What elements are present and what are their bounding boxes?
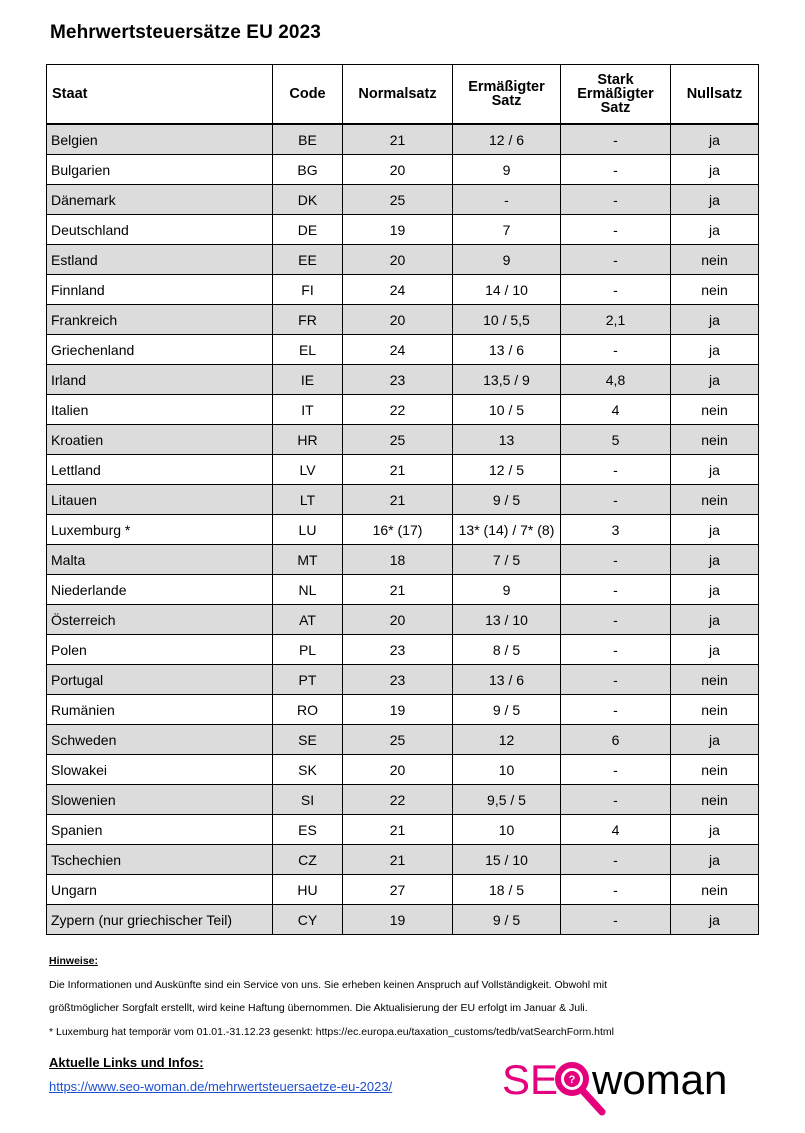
table-header-row	[47, 65, 759, 125]
cell-normal-rate: 23	[343, 635, 453, 665]
logo-text-left: SE	[502, 1056, 559, 1103]
cell-state: Zypern (nur griechischer Teil)	[47, 905, 273, 935]
cell-reduced-rate: 12 / 5	[453, 455, 561, 485]
cell-super-reduced-rate: -	[561, 545, 671, 575]
cell-reduced-rate: 9	[453, 245, 561, 275]
cell-code: DK	[273, 185, 343, 215]
header-code: Code	[273, 65, 343, 125]
notes-section	[49, 950, 769, 1044]
cell-super-reduced-rate: -	[561, 635, 671, 665]
cell-code: BG	[273, 155, 343, 185]
cell-reduced-rate: 10	[453, 755, 561, 785]
cell-state: Griechenland	[47, 335, 273, 365]
cell-zero-rate: nein	[671, 875, 759, 905]
cell-code: MT	[273, 545, 343, 575]
cell-state: Malta	[47, 545, 273, 575]
cell-reduced-rate: 12 / 6	[453, 124, 561, 155]
table-row	[47, 155, 759, 185]
cell-reduced-rate: 9	[453, 575, 561, 605]
notes-heading: Hinweise:	[49, 955, 99, 967]
cell-code: SK	[273, 755, 343, 785]
cell-zero-rate: ja	[671, 455, 759, 485]
cell-super-reduced-rate: 4,8	[561, 365, 671, 395]
cell-state: Österreich	[47, 605, 273, 635]
cell-super-reduced-rate: -	[561, 185, 671, 215]
cell-normal-rate: 20	[343, 305, 453, 335]
header-reduced-rate	[453, 65, 561, 125]
table-row	[47, 545, 759, 575]
cell-super-reduced-rate: -	[561, 575, 671, 605]
article-link[interactable]: https://www.seo-woman.de/mehrwertsteuersaetze-eu-2023/	[49, 1079, 393, 1094]
cell-zero-rate: nein	[671, 785, 759, 815]
table-row	[47, 755, 759, 785]
cell-normal-rate: 18	[343, 545, 453, 575]
cell-super-reduced-rate: -	[561, 665, 671, 695]
cell-normal-rate: 20	[343, 155, 453, 185]
cell-normal-rate: 20	[343, 245, 453, 275]
cell-code: AT	[273, 605, 343, 635]
cell-normal-rate: 25	[343, 185, 453, 215]
cell-super-reduced-rate: -	[561, 755, 671, 785]
cell-zero-rate: ja	[671, 605, 759, 635]
cell-reduced-rate: 7 / 5	[453, 545, 561, 575]
table-row	[47, 335, 759, 365]
cell-super-reduced-rate: -	[561, 124, 671, 155]
header-super-reduced-rate	[561, 65, 671, 125]
links-heading: Aktuelle Links und Infos:	[49, 1055, 204, 1070]
cell-zero-rate: nein	[671, 695, 759, 725]
notes-line-1: Die Informationen und Auskünfte sind ein Service von uns. Sie erheben keinen Anspruch auf Vollständigkeit. Obwohl mit	[49, 978, 608, 991]
cell-reduced-rate: 10 / 5	[453, 395, 561, 425]
cell-super-reduced-rate: 4	[561, 395, 671, 425]
cell-code: ES	[273, 815, 343, 845]
cell-reduced-rate: 9 / 5	[453, 485, 561, 515]
cell-zero-rate: ja	[671, 515, 759, 545]
cell-zero-rate: ja	[671, 725, 759, 755]
cell-zero-rate: ja	[671, 335, 759, 365]
cell-zero-rate: ja	[671, 155, 759, 185]
cell-state: Belgien	[47, 124, 273, 155]
cell-zero-rate: ja	[671, 124, 759, 155]
cell-state: Irland	[47, 365, 273, 395]
cell-normal-rate: 23	[343, 365, 453, 395]
cell-zero-rate: ja	[671, 635, 759, 665]
cell-reduced-rate: 9	[453, 155, 561, 185]
cell-reduced-rate: -	[453, 185, 561, 215]
cell-code: PL	[273, 635, 343, 665]
cell-super-reduced-rate: -	[561, 335, 671, 365]
cell-state: Spanien	[47, 815, 273, 845]
table-row	[47, 485, 759, 515]
cell-code: RO	[273, 695, 343, 725]
table-row	[47, 815, 759, 845]
cell-reduced-rate: 18 / 5	[453, 875, 561, 905]
table-row	[47, 905, 759, 935]
cell-state: Frankreich	[47, 305, 273, 335]
table-row	[47, 575, 759, 605]
cell-code: HR	[273, 425, 343, 455]
table-row	[47, 785, 759, 815]
cell-code: SE	[273, 725, 343, 755]
cell-normal-rate: 23	[343, 665, 453, 695]
cell-state: Kroatien	[47, 425, 273, 455]
cell-reduced-rate: 13 / 6	[453, 665, 561, 695]
cell-super-reduced-rate: -	[561, 605, 671, 635]
header-reduced-label: Ermäßigter Satz	[468, 79, 545, 109]
cell-state: Litauen	[47, 485, 273, 515]
cell-super-reduced-rate: -	[561, 245, 671, 275]
cell-normal-rate: 24	[343, 275, 453, 305]
table-row	[47, 245, 759, 275]
cell-code: DE	[273, 215, 343, 245]
cell-super-reduced-rate: -	[561, 155, 671, 185]
cell-zero-rate: nein	[671, 395, 759, 425]
table-row	[47, 635, 759, 665]
cell-state: Niederlande	[47, 575, 273, 605]
cell-super-reduced-rate: -	[561, 875, 671, 905]
header-state: Staat	[47, 65, 273, 125]
cell-code: SI	[273, 785, 343, 815]
cell-zero-rate: ja	[671, 575, 759, 605]
table-row	[47, 515, 759, 545]
cell-reduced-rate: 10	[453, 815, 561, 845]
cell-normal-rate: 22	[343, 785, 453, 815]
cell-state: Deutschland	[47, 215, 273, 245]
notes-line-2: größtmöglicher Sorgfalt erstellt, wird keine Haftung übernommen. Die Aktualisierung der EU erfolgt im Januar & Juli.	[49, 1002, 588, 1014]
cell-normal-rate: 20	[343, 755, 453, 785]
table-row	[47, 124, 759, 155]
vat-rates-table	[46, 64, 759, 935]
cell-reduced-rate: 13,5 / 9	[453, 365, 561, 395]
cell-zero-rate: ja	[671, 845, 759, 875]
cell-super-reduced-rate: 4	[561, 815, 671, 845]
cell-reduced-rate: 15 / 10	[453, 845, 561, 875]
cell-zero-rate: nein	[671, 245, 759, 275]
cell-super-reduced-rate: -	[561, 485, 671, 515]
cell-state: Estland	[47, 245, 273, 275]
cell-reduced-rate: 9 / 5	[453, 695, 561, 725]
table-row	[47, 395, 759, 425]
table-row	[47, 875, 759, 905]
cell-normal-rate: 19	[343, 905, 453, 935]
cell-reduced-rate: 8 / 5	[453, 635, 561, 665]
cell-zero-rate: ja	[671, 815, 759, 845]
cell-code: IE	[273, 365, 343, 395]
cell-super-reduced-rate: -	[561, 215, 671, 245]
cell-normal-rate: 21	[343, 815, 453, 845]
cell-zero-rate: nein	[671, 425, 759, 455]
cell-normal-rate: 22	[343, 395, 453, 425]
cell-code: LU	[273, 515, 343, 545]
cell-reduced-rate: 14 / 10	[453, 275, 561, 305]
cell-normal-rate: 19	[343, 695, 453, 725]
cell-state: Schweden	[47, 725, 273, 755]
header-super-reduced-label: Stark Ermäßigter Satz	[577, 72, 654, 116]
cell-zero-rate: nein	[671, 755, 759, 785]
cell-zero-rate: ja	[671, 905, 759, 935]
cell-reduced-rate: 12	[453, 725, 561, 755]
cell-zero-rate: ja	[671, 185, 759, 215]
cell-normal-rate: 24	[343, 335, 453, 365]
notes-line-3: * Luxemburg hat temporär vom 01.01.-31.12.23 gesenkt: https://ec.europa.eu/taxation_customs/tedb/vatSearchForm.html	[49, 1025, 614, 1038]
table-row	[47, 665, 759, 695]
cell-normal-rate: 21	[343, 455, 453, 485]
header-normal-rate: Normalsatz	[343, 65, 453, 125]
table-row	[47, 425, 759, 455]
cell-normal-rate: 21	[343, 124, 453, 155]
table-row	[47, 605, 759, 635]
cell-code: FR	[273, 305, 343, 335]
cell-normal-rate: 25	[343, 425, 453, 455]
cell-normal-rate: 21	[343, 485, 453, 515]
header-zero-rate: Nullsatz	[671, 65, 759, 125]
cell-normal-rate: 21	[343, 845, 453, 875]
cell-code: FI	[273, 275, 343, 305]
cell-reduced-rate: 13 / 10	[453, 605, 561, 635]
cell-state: Dänemark	[47, 185, 273, 215]
cell-super-reduced-rate: -	[561, 905, 671, 935]
cell-state: Bulgarien	[47, 155, 273, 185]
cell-code: LT	[273, 485, 343, 515]
cell-code: PT	[273, 665, 343, 695]
logo-text-right: woman	[592, 1056, 728, 1103]
cell-state: Slowenien	[47, 785, 273, 815]
table-row	[47, 695, 759, 725]
cell-normal-rate: 27	[343, 875, 453, 905]
page-title: Mehrwertsteuersätze EU 2023	[50, 22, 321, 43]
cell-code: CZ	[273, 845, 343, 875]
cell-super-reduced-rate: -	[561, 275, 671, 305]
cell-state: Ungarn	[47, 875, 273, 905]
cell-state: Slowakei	[47, 755, 273, 785]
cell-super-reduced-rate: -	[561, 845, 671, 875]
cell-super-reduced-rate: -	[561, 455, 671, 485]
cell-super-reduced-rate: -	[561, 695, 671, 725]
cell-normal-rate: 21	[343, 575, 453, 605]
cell-code: BE	[273, 124, 343, 155]
cell-super-reduced-rate: 2,1	[561, 305, 671, 335]
cell-zero-rate: ja	[671, 365, 759, 395]
cell-normal-rate: 25	[343, 725, 453, 755]
cell-super-reduced-rate: -	[561, 785, 671, 815]
cell-zero-rate: ja	[671, 215, 759, 245]
cell-code: EE	[273, 245, 343, 275]
table-row	[47, 215, 759, 245]
cell-code: HU	[273, 875, 343, 905]
cell-normal-rate: 19	[343, 215, 453, 245]
cell-reduced-rate: 13	[453, 425, 561, 455]
table-row	[47, 365, 759, 395]
table-body	[47, 124, 759, 935]
cell-reduced-rate: 13 / 6	[453, 335, 561, 365]
cell-state: Lettland	[47, 455, 273, 485]
cell-normal-rate: 20	[343, 605, 453, 635]
cell-state: Polen	[47, 635, 273, 665]
cell-reduced-rate: 13* (14) / 7* (8)	[453, 515, 561, 545]
cell-zero-rate: ja	[671, 305, 759, 335]
table-row	[47, 305, 759, 335]
table-row	[47, 725, 759, 755]
cell-reduced-rate: 9,5 / 5	[453, 785, 561, 815]
cell-code: LV	[273, 455, 343, 485]
table-row	[47, 275, 759, 305]
cell-code: NL	[273, 575, 343, 605]
cell-zero-rate: ja	[671, 545, 759, 575]
cell-state: Rumänien	[47, 695, 273, 725]
cell-reduced-rate: 7	[453, 215, 561, 245]
cell-state: Tschechien	[47, 845, 273, 875]
table-row	[47, 455, 759, 485]
table-row	[47, 185, 759, 215]
cell-zero-rate: nein	[671, 665, 759, 695]
cell-reduced-rate: 10 / 5,5	[453, 305, 561, 335]
cell-state: Luxemburg *	[47, 515, 273, 545]
cell-super-reduced-rate: 6	[561, 725, 671, 755]
cell-state: Portugal	[47, 665, 273, 695]
cell-super-reduced-rate: 5	[561, 425, 671, 455]
cell-super-reduced-rate: 3	[561, 515, 671, 545]
seo-woman-logo	[500, 1052, 750, 1122]
cell-zero-rate: nein	[671, 485, 759, 515]
cell-code: CY	[273, 905, 343, 935]
cell-state: Finnland	[47, 275, 273, 305]
cell-zero-rate: nein	[671, 275, 759, 305]
svg-text:?: ?	[568, 1074, 576, 1086]
cell-code: EL	[273, 335, 343, 365]
cell-normal-rate: 16* (17)	[343, 515, 453, 545]
cell-state: Italien	[47, 395, 273, 425]
cell-reduced-rate: 9 / 5	[453, 905, 561, 935]
cell-code: IT	[273, 395, 343, 425]
table-row	[47, 845, 759, 875]
